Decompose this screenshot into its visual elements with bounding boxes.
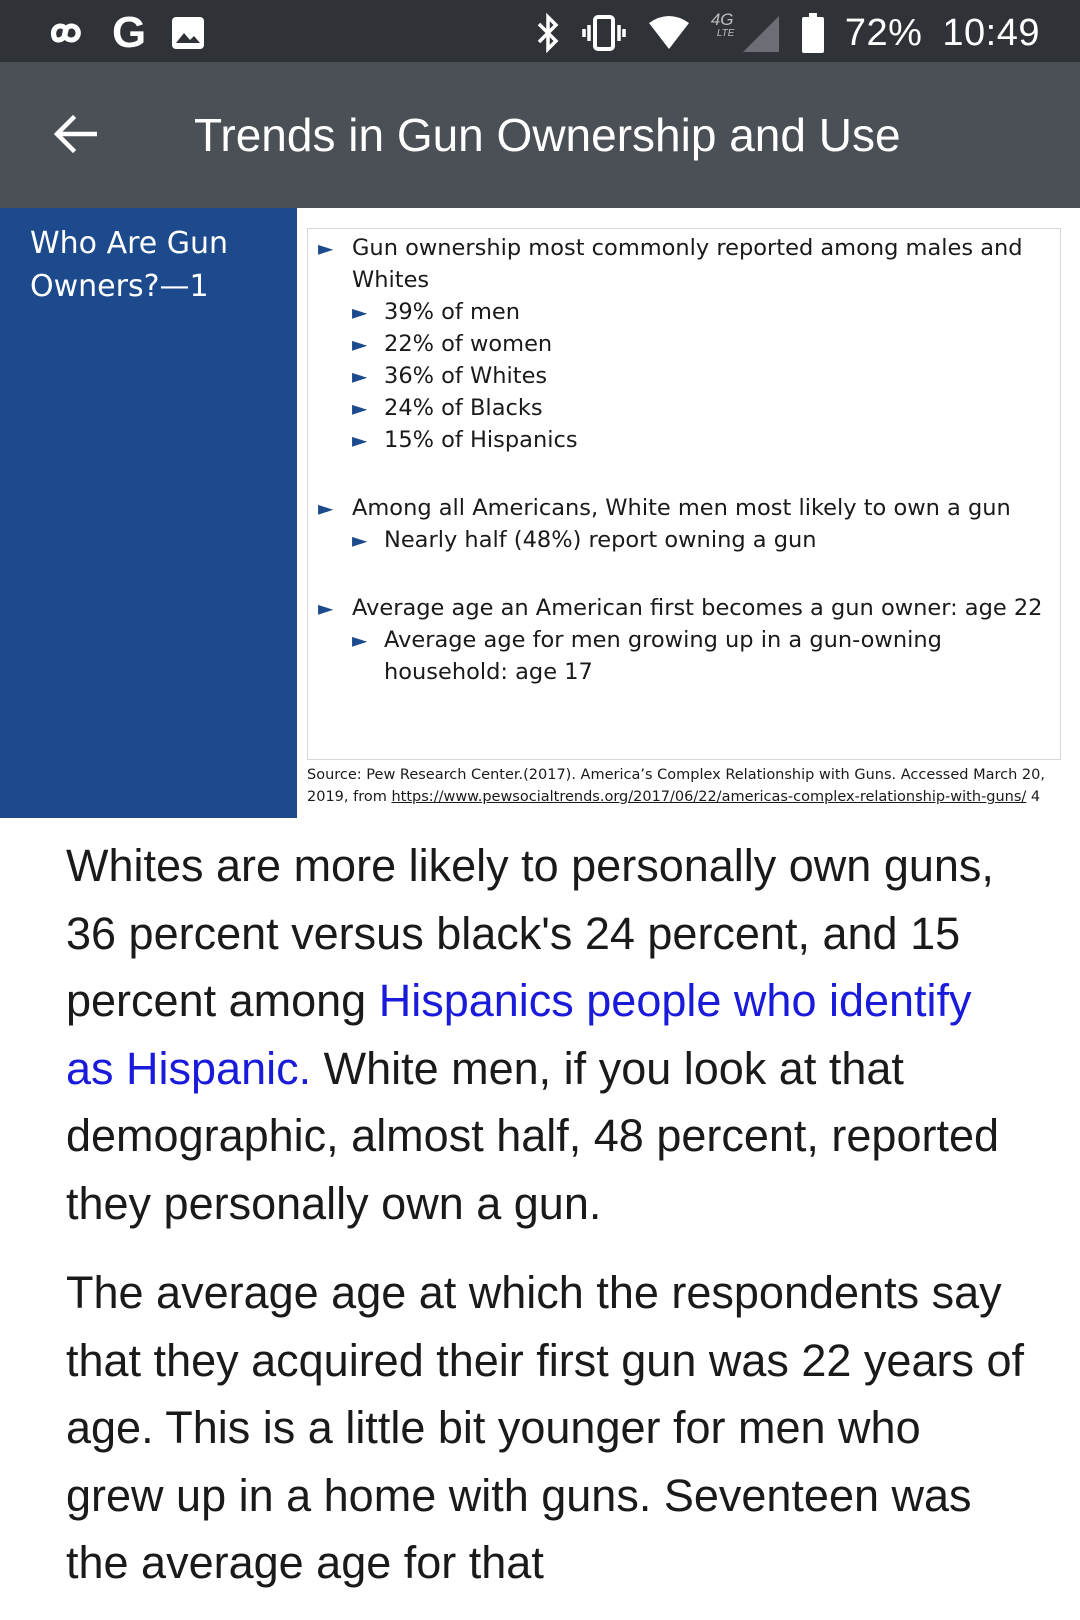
gallery-icon	[170, 15, 206, 51]
bullet-triangle-icon: ►	[352, 396, 368, 420]
sub-bullet-text: 39% of men	[384, 299, 521, 325]
bullet-text: Average age an American first becomes a gun owner: age 22	[352, 595, 1043, 621]
hispanic-link[interactable]: Hispanics people who identify as Hispanic.	[66, 975, 972, 1094]
slide-source	[307, 764, 1077, 808]
slide-image	[0, 208, 1080, 818]
bullet-text: Gun ownership most commonly reported among males and Whites	[352, 235, 1023, 293]
sub-bullet-text: 15% of Hispanics	[384, 427, 578, 453]
sub-bullet-text: 36% of Whites	[384, 363, 548, 389]
slide-heading: Who Are Gun Owners?—1	[30, 226, 229, 304]
bullet-triangle-icon: ►	[352, 428, 368, 452]
bluetooth-icon	[535, 13, 561, 53]
battery-percent: 72%	[844, 11, 923, 54]
network-type-label: 4G	[710, 10, 734, 29]
sub-bullet-item	[352, 296, 1058, 328]
app-bar	[0, 62, 1080, 208]
bullet-item	[318, 232, 1058, 296]
bullet-triangle-icon: ►	[318, 236, 334, 260]
infinity-icon	[44, 18, 88, 48]
clock: 10:49	[942, 11, 1040, 54]
bullet-triangle-icon: ►	[352, 364, 368, 388]
google-icon: G	[112, 8, 147, 57]
sub-bullet-text: Nearly half (48%) report owning a gun	[384, 527, 817, 553]
sub-bullet-text: 22% of women	[384, 331, 553, 357]
bullet-triangle-icon: ►	[318, 596, 334, 620]
slide-page-number: 4	[1030, 789, 1041, 805]
vibrate-icon	[581, 13, 627, 53]
page-title: Trends in Gun Ownership and Use	[194, 109, 901, 161]
bullet-item	[318, 492, 1058, 524]
bullet-group	[318, 232, 1058, 456]
sub-bullet-item	[352, 360, 1058, 392]
back-button[interactable]	[40, 102, 110, 166]
bullet-triangle-icon: ►	[318, 496, 334, 520]
bullet-triangle-icon: ►	[352, 528, 368, 552]
status-left-icons	[44, 8, 206, 58]
slide-bullets	[318, 232, 1058, 724]
article-body	[66, 832, 1026, 1619]
sub-bullet-item	[352, 524, 1058, 556]
article-paragraph: The average age at which the respondents say that they acquired their first gun was 22 years of age. This is a little bit younger for men who grew up in a home with guns. Seventeen was the average age for that	[66, 1267, 1025, 1588]
article-paragraph	[66, 832, 1026, 1237]
network-sub-label: LTE	[716, 28, 735, 39]
bullet-group	[318, 492, 1058, 556]
bullet-triangle-icon: ►	[352, 628, 368, 652]
bullet-triangle-icon: ►	[352, 300, 368, 324]
bullet-group	[318, 592, 1058, 688]
wifi-icon	[647, 15, 691, 51]
source-link: https://www.pewsocialtrends.org/2017/06/22/americas-complex-relationship-with-guns/	[391, 789, 1027, 805]
bullet-text: Among all Americans, White men most likely to own a gun	[352, 495, 1011, 521]
slide-sidebar	[0, 208, 297, 818]
sub-bullet-item	[352, 392, 1058, 424]
arrow-left-icon	[53, 114, 97, 154]
battery-icon	[801, 13, 825, 53]
sub-bullet-text: 24% of Blacks	[384, 395, 543, 421]
paragraph-text: White men, if you look at that demographic, almost half, 48 percent, reported they personally own a gun.	[66, 1042, 1000, 1229]
paragraph-text: Whites are more likely to personally own guns, 36 percent versus black's 24 percent, and 15 percent among	[66, 840, 994, 1026]
bullet-item	[318, 592, 1058, 624]
status-right-icons	[535, 8, 1040, 58]
sub-bullet-item	[352, 424, 1058, 456]
source-text: Source: Pew Research Center.(2017). America’s Complex Relationship with Guns. Accessed March 20, 2019, from	[307, 767, 1045, 805]
status-bar	[0, 0, 1080, 62]
sub-bullet-item	[352, 624, 1058, 688]
signal-icon	[711, 10, 781, 56]
sub-bullet-text: Average age for men growing up in a gun-owning household: age 17	[384, 627, 942, 685]
sub-bullet-item	[352, 328, 1058, 360]
bullet-triangle-icon: ►	[352, 332, 368, 356]
